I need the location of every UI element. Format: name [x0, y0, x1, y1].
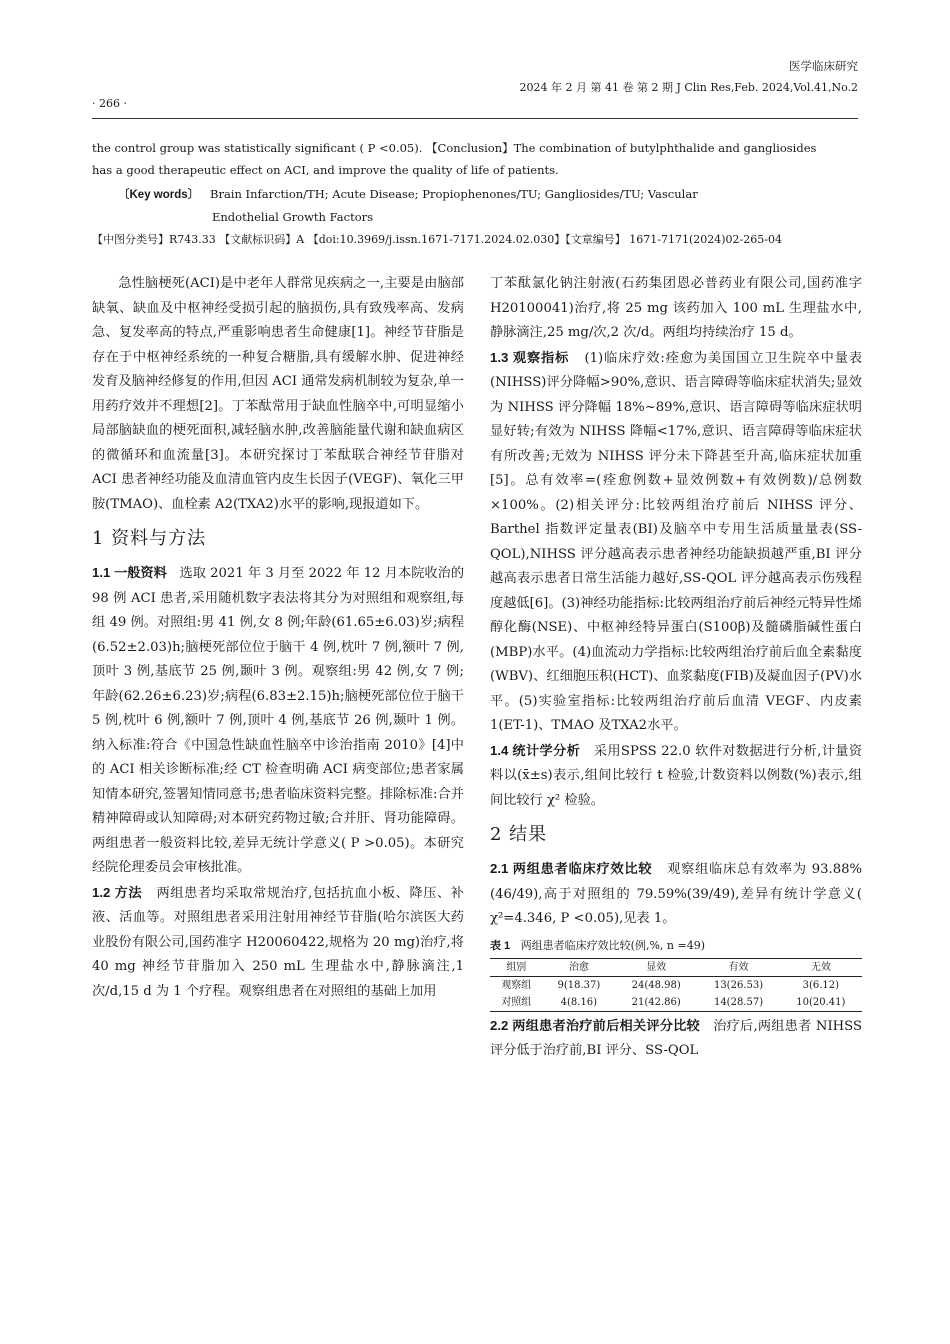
table-1	[490, 958, 862, 1012]
section-2-1	[490, 857, 862, 932]
table-cell: 9(18.37)	[557, 979, 601, 991]
table-1-title	[490, 936, 862, 956]
section-1-1-text: 选取 2021 年 3 月至 2022 年 12 月本院收治的 98 例 ACI 患者,采用随机数字表法将其分为对照组和观察组,每组 49 例。对照组:男 41 例,女 8 例;年龄(61.65±6.03)岁;病程(6.52±2.03)h;脑梗死部位位于脑干 4 例,枕叶 7 例,额叶 7 例,顶叶 3 例,基底节 25 例,颞叶 3 例。观察组:男 42 例,女 7 例;年龄(62.26±6.23)岁;病程(6.83±2.15)h;脑梗死部位位于脑干 5 例,枕叶 6 例,额叶 7 例,顶叶 4 例,基底节 26 例,颞叶 1 例。纳入标准:符合《中国急性缺血性脑卒中诊治指南 2010》[4]中的 ACI 相关诊断标准;经 CT 检查明确 ACI 病变部位;患者家属知情本研究,签署知情同意书;患者临床资料完整。排除标准:合并精神障碍或认知障碍;对本研究药物过敏;合并肝、肾功能障碍。两组患者一般资料比较,差异无统计学意义( P >0.05)。本研究经院伦理委员会审核批准。	[92, 566, 465, 875]
table-1-caption: 两组患者临床疗效比较(例,%, n =49)	[520, 938, 706, 952]
keywords	[118, 183, 838, 228]
table-header-cell: 治愈	[568, 961, 589, 973]
section-1-3-text: (1)临床疗效:痊愈为美国国立卫生院卒中量表(NIHSS)评分降幅>90%,意识、语言障碍等临床症状消失;显效为 NIHSS 评分降幅 18%~89%,意识、语言障碍等临床症状明显好转;有效为 NIHSS 降幅<17%,意识、语言障碍等临床症状有所改善;无效为 NIHSS 评分未下降甚至升高,临床症状加重[5]。总有效率=(痊愈例数+显效例数+有效例数)/总例数×100%。(2)相关评分:比较两组治疗前后 NIHSS 评分、Barthel 指数评定量表(BI)及脑卒中专用生活质量量表(SS-QOL),NIHSS 评分越高表示患者神经功能缺损越严重,BI 评分越高表示患者日常生活能力越好,SS-QOL 评分越高表示伤残程度越低[6]。(3)神经功能指标:比较两组治疗前后神经元特异性烯醇化酶(NSE)、中枢神经特异蛋白(S100β)及髓磷脂碱性蛋白(MBP)水平。(4)血流动力学指标:比较两组治疗前后血全素黏度(WBV)、红细胞压积(HCT)、血浆黏度(FIB)及凝血因子(PV)水平。(5)实验室指标:比较两组治疗前后血清 VEGF、内皮素 1(ET-1)、TMAO 及TXA2水平。	[490, 350, 863, 733]
section-1-4-heading: 1.4 统计学分析	[490, 742, 581, 758]
abstract-line-2: has a good therapeutic effect on ACI, and improve the quality of life of patients.	[92, 163, 559, 177]
table-cell: 14(28.57)	[713, 996, 764, 1008]
right-column	[490, 272, 862, 1064]
table-1-label: 表 1	[490, 939, 511, 952]
section-1-2	[92, 881, 464, 1005]
table-cell: 24(48.98)	[631, 979, 681, 991]
section-2-1-heading: 2.1 两组患者临床疗效比较	[490, 861, 653, 876]
table-cell: 对照组	[501, 996, 532, 1008]
section-2-2-heading: 2.2 两组患者治疗前后相关评分比较	[490, 1017, 700, 1033]
section-1-4-text: 采用SPSS 22.0 软件对数据进行分析,计量资料以(x̄±s)表示,组间比较行 t 检验,计数资料以例数(%)表示,组间比较行 χ² 检验。	[490, 743, 863, 808]
keywords-line-1: Brain Infarction/TH; Acute Disease; Propiophenones/TU; Gangliosides/TU; Vascular	[210, 187, 698, 201]
method-continuation: 丁苯酞氯化钠注射液(石药集团恩必普药业有限公司,国药准字 H20100041)治疗,将 25 mg 该药加入 100 mL 生理盐水中,静脉滴注,25 mg/次,2 次/d。两组均持续治疗 15 d。	[490, 276, 862, 340]
table-header-cell: 组别	[506, 961, 527, 973]
section-2-2-text: 治疗后,两组患者 NIHSS 评分低于治疗前,BI 评分、SS-QOL	[490, 1018, 863, 1058]
table-header-row	[490, 958, 862, 976]
table-header-cell: 显效	[646, 961, 667, 973]
keywords-label: 〔Key words〕	[118, 189, 200, 201]
section-2-heading: 2 结果	[490, 824, 548, 845]
running-header-issue: 2024 年 2 月 第 41 卷 第 2 期 J Clin Res,Feb. 2024,Vol.41,No.2	[519, 81, 858, 94]
table-header-cell: 有效	[728, 961, 749, 973]
intro-paragraph: 急性脑梗死(ACI)是中老年人群常见疾病之一,主要是由脑部缺氧、缺血及中枢神经受损引起的脑损伤,具有致残率高、发病急、复发率高的特点,严重影响患者生命健康[1]。神经节苷脂是存在于中枢神经系统的一种复合糖脂,具有缓解水肿、促进神经发育及脑神经修复的作用,但因 ACI 通常发病机制较为复杂,单一用药疗效并不理想[2]。丁苯酞常用于缺血性脑卒中,可明显缩小局部脑缺血的梗死面积,减轻脑水肿,改善脑能量代谢和缺血病区的微循环和血流量[3]。本研究探讨丁苯酞联合神经节苷脂对 ACI 患者神经功能及血清血管内皮生长因子(VEGF)、氧化三甲胺(TMAO)、血栓素 A2(TXA2)水平的影响,现报道如下。	[92, 276, 464, 512]
abstract-line-1: the control group was statistically significant ( P <0.05). 【Conclusion】The combination of butylphthalide and gangliosides	[92, 141, 817, 155]
table-cell: 3(6.12)	[802, 979, 840, 991]
table-cell: 13(26.53)	[713, 979, 764, 991]
table-cell: 观察组	[501, 979, 532, 991]
table-cell: 21(42.86)	[631, 996, 681, 1008]
abstract-tail	[92, 137, 860, 181]
section-1-1	[92, 561, 464, 881]
keywords-line-2: Endothelial Growth Factors	[212, 210, 374, 224]
table-header-cell: 无效	[810, 961, 831, 973]
running-header-journal: 医学临床研究	[789, 59, 858, 73]
page-number: · 266 ·	[92, 97, 127, 110]
table-row	[490, 976, 862, 994]
section-1-2-heading: 1.2 方法	[92, 884, 143, 900]
section-2-2	[490, 1014, 862, 1064]
table-row	[490, 994, 862, 1012]
section-2-1-text: 观察组临床总有效率为 93.88%(46/49),高于对照组的 79.59%(39/49),差异有统计学意义( χ²=4.346, P <0.05),见表 1。	[490, 862, 863, 926]
section-1-1-heading: 1.1 一般资料	[92, 565, 167, 580]
section-1-4	[490, 739, 862, 814]
section-1-heading: 1 资料与方法	[92, 528, 207, 549]
left-column	[92, 272, 464, 1004]
section-1-2-text: 两组患者均采取常规治疗,包括抗血小板、降压、补液、活血等。对照组患者采用注射用神经节苷脂(哈尔滨医大药业股份有限公司,国药准字 H20060422,规格为 20 mg)治疗,将 40 mg 神经节苷脂加入 250 mL 生理盐水中,静脉滴注,1 次/d,15 d 为 1 个疗程。观察组患者在对照组的基础上加用	[92, 885, 464, 999]
section-1-3	[490, 346, 862, 739]
section-1-3-heading: 1.3 观察指标	[490, 349, 570, 365]
table-cell: 4(8.16)	[560, 996, 598, 1008]
table-cell: 10(20.41)	[796, 996, 846, 1008]
classification-line: 【中图分类号】R743.33 【文献标识码】A 【doi:10.3969/j.issn.1671-7171.2024.02.030】【文章编号】 1671-7171(2024)02-265-04	[92, 233, 782, 246]
header-rule	[92, 118, 858, 119]
